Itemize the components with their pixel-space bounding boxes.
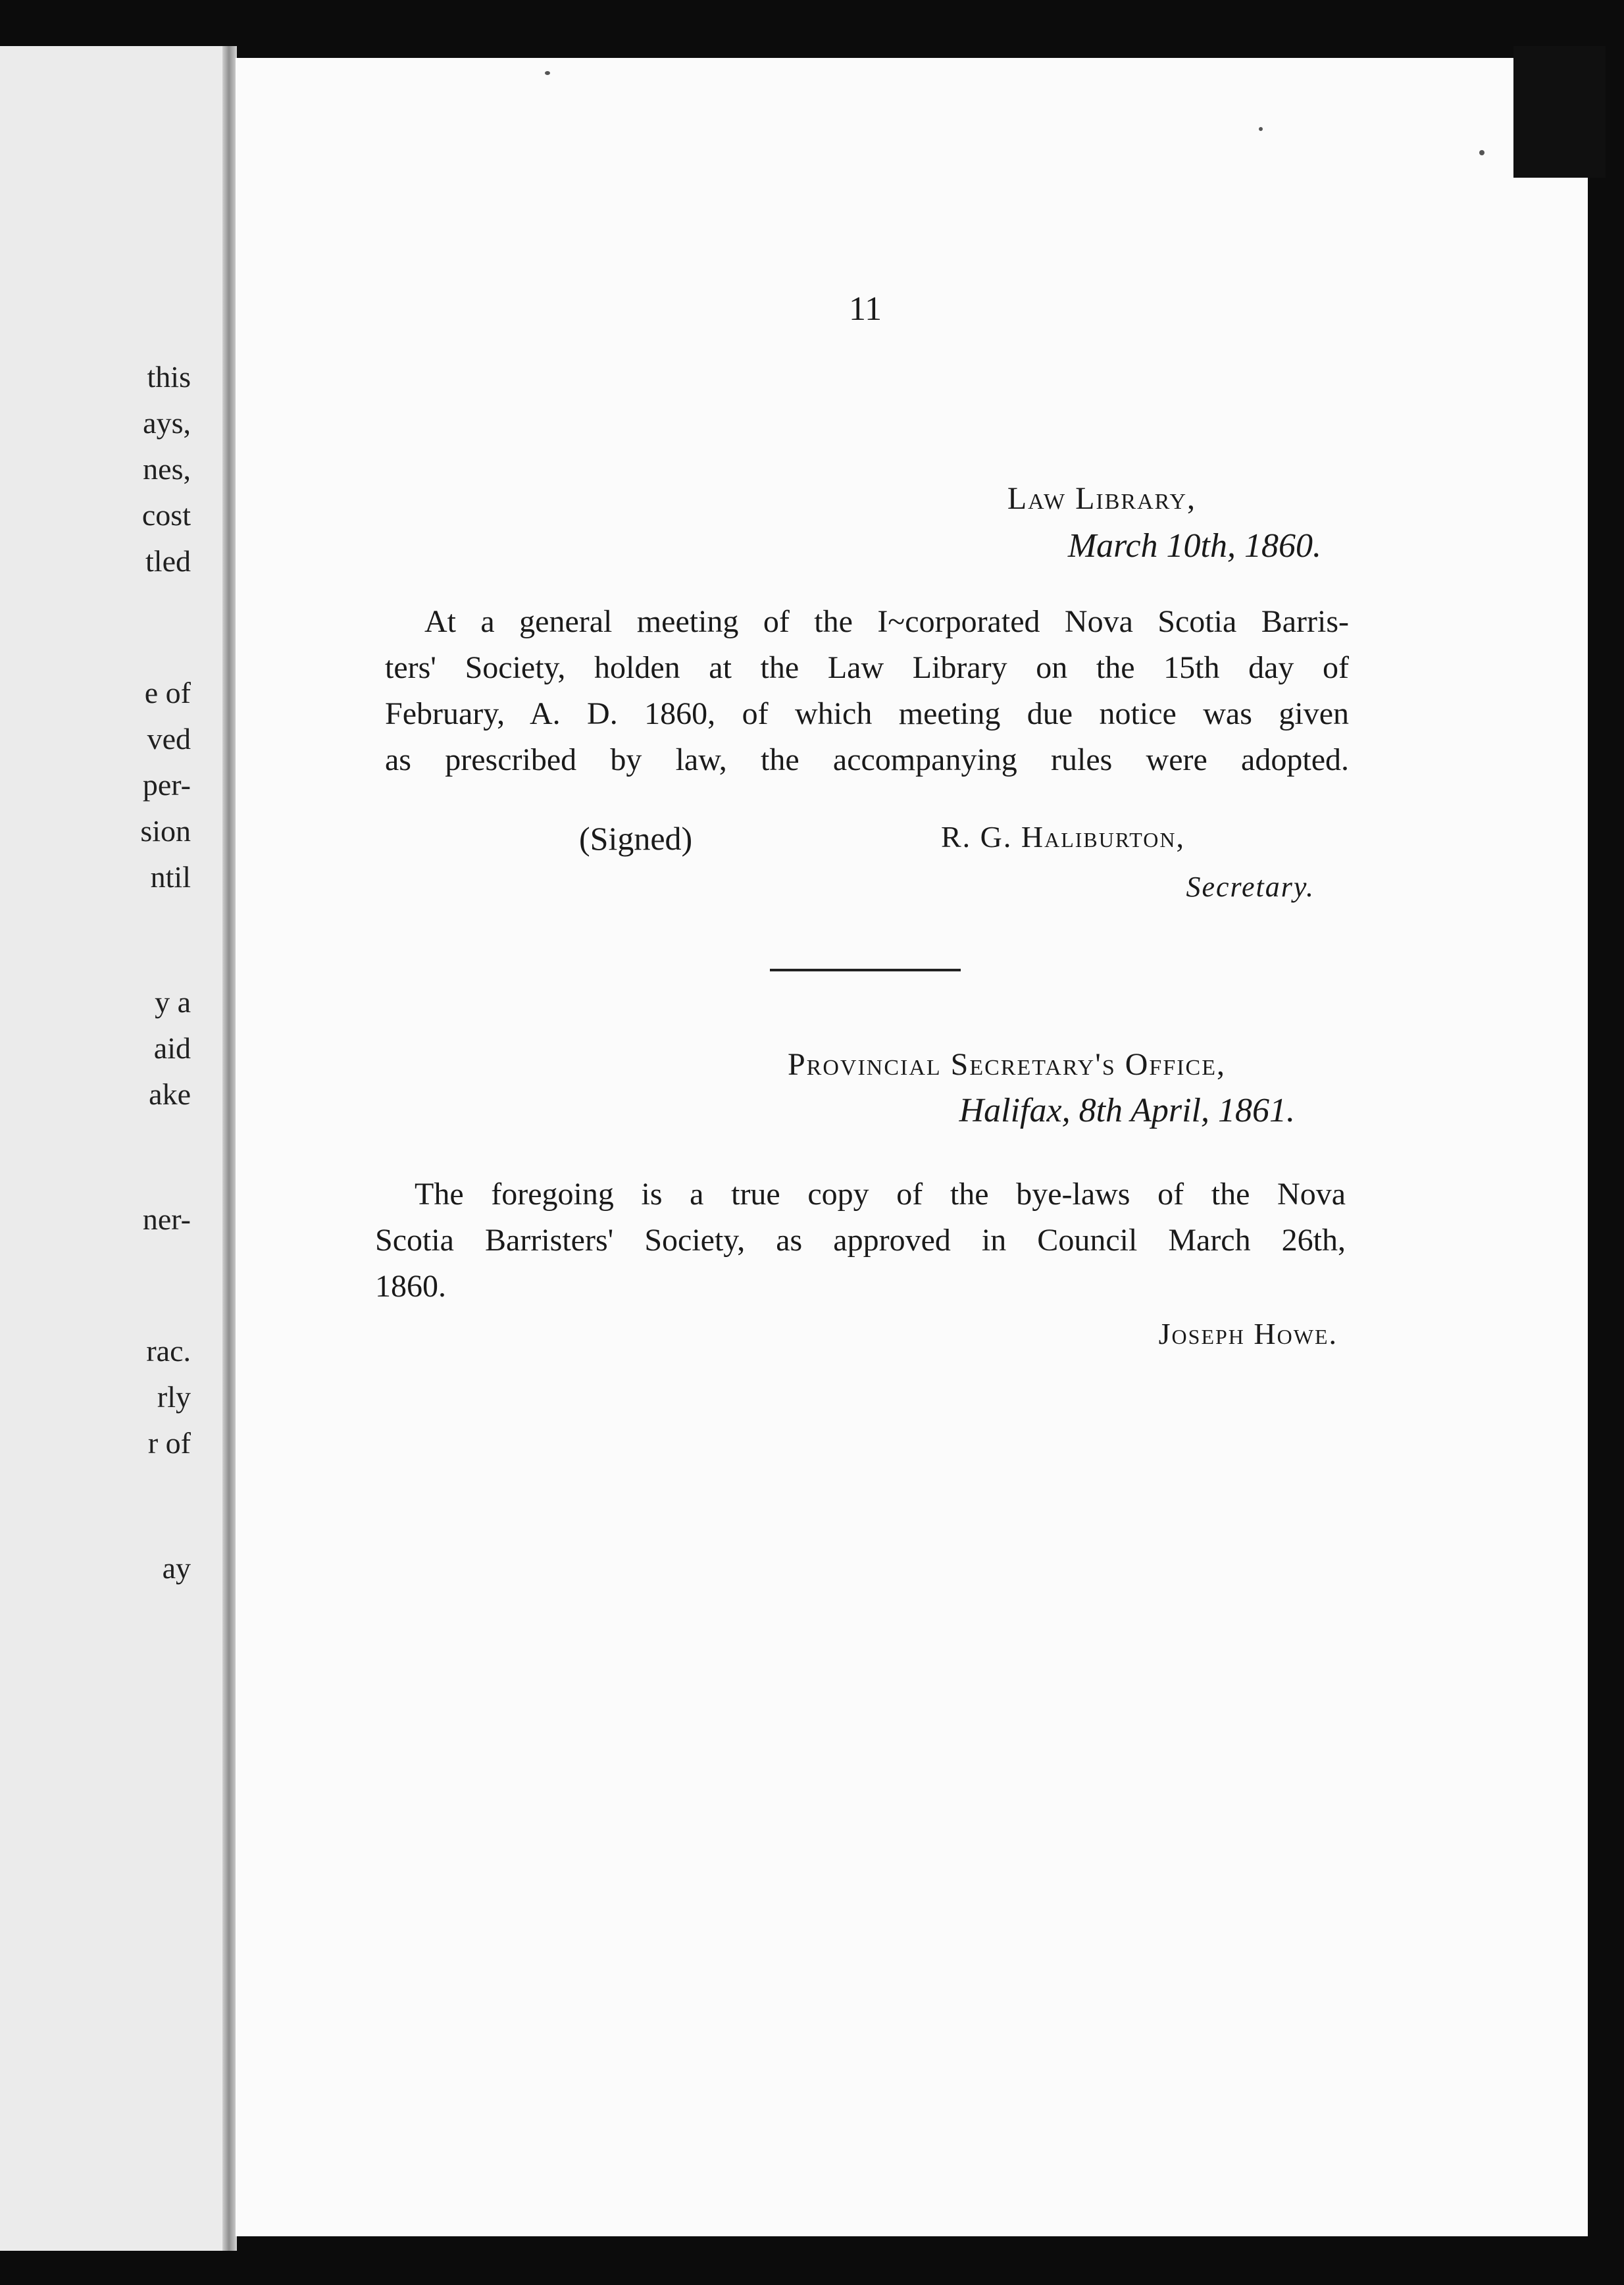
left-fragment: nes, [143, 452, 191, 486]
left-fragment: ntil [150, 860, 191, 894]
page-number: 11 [849, 290, 882, 328]
paper-speck [1259, 127, 1263, 131]
left-fragment: ner- [142, 1202, 191, 1236]
secretary-signature: R. G. Haliburton, [941, 820, 1185, 854]
section-divider [770, 969, 961, 971]
paragraph-line: The foregoing is a true copy of the bye-laws of the Nova [415, 1177, 1346, 1212]
paragraph-line: February, A. D. 1860, of which meeting due notice was given [385, 696, 1349, 731]
secretary-title: Secretary. [1186, 871, 1315, 903]
provincial-office-date: Halifax, 8th April, 1861. [959, 1092, 1295, 1129]
paper-speck [545, 71, 550, 75]
left-fragment: tled [145, 544, 191, 578]
paragraph-line: At a general meeting of the I~corporated Nova Scotia Barris- [424, 604, 1349, 639]
left-fragment: this [147, 360, 191, 394]
provincial-paragraph [375, 1171, 1346, 1310]
left-fragment: ay [162, 1551, 191, 1585]
left-fragment: rac. [146, 1334, 191, 1368]
law-library-date: March 10th, 1860. [1067, 527, 1321, 565]
left-fragment: e of [144, 676, 191, 709]
left-fragment: ake [149, 1077, 191, 1111]
book-gutter [222, 46, 237, 2251]
right-page [236, 58, 1588, 2236]
left-page [0, 46, 227, 2251]
left-fragment: aid [153, 1031, 191, 1065]
paragraph-line: ters' Society, holden at the Law Library on the 15th day of [385, 650, 1349, 685]
provincial-office-heading: Provincial Secretary's Office, [787, 1047, 1226, 1082]
paragraph-line: 1860. [375, 1269, 446, 1304]
left-fragment: ved [147, 722, 191, 756]
left-fragment: per- [142, 768, 191, 802]
left-fragment: sion [140, 814, 191, 848]
left-fragment: ays, [143, 406, 191, 440]
paragraph-line: Scotia Barristers' Society, as approved in Council March 26th, [375, 1223, 1346, 1258]
signed-label: (Signed) [579, 820, 693, 857]
left-fragment: y a [155, 985, 191, 1019]
paragraph-line: as prescribed by law, the accompanying rules were adopted. [385, 742, 1349, 777]
page-corner-fold [1513, 46, 1606, 178]
left-fragment: cost [141, 498, 191, 532]
left-fragment: rly [157, 1380, 191, 1414]
paper-speck [1479, 150, 1484, 155]
left-fragment: r of [147, 1426, 191, 1460]
provincial-signature: Joseph Howe. [1158, 1317, 1338, 1350]
law-library-paragraph [385, 599, 1349, 783]
law-library-heading: Law Library, [1007, 481, 1196, 516]
